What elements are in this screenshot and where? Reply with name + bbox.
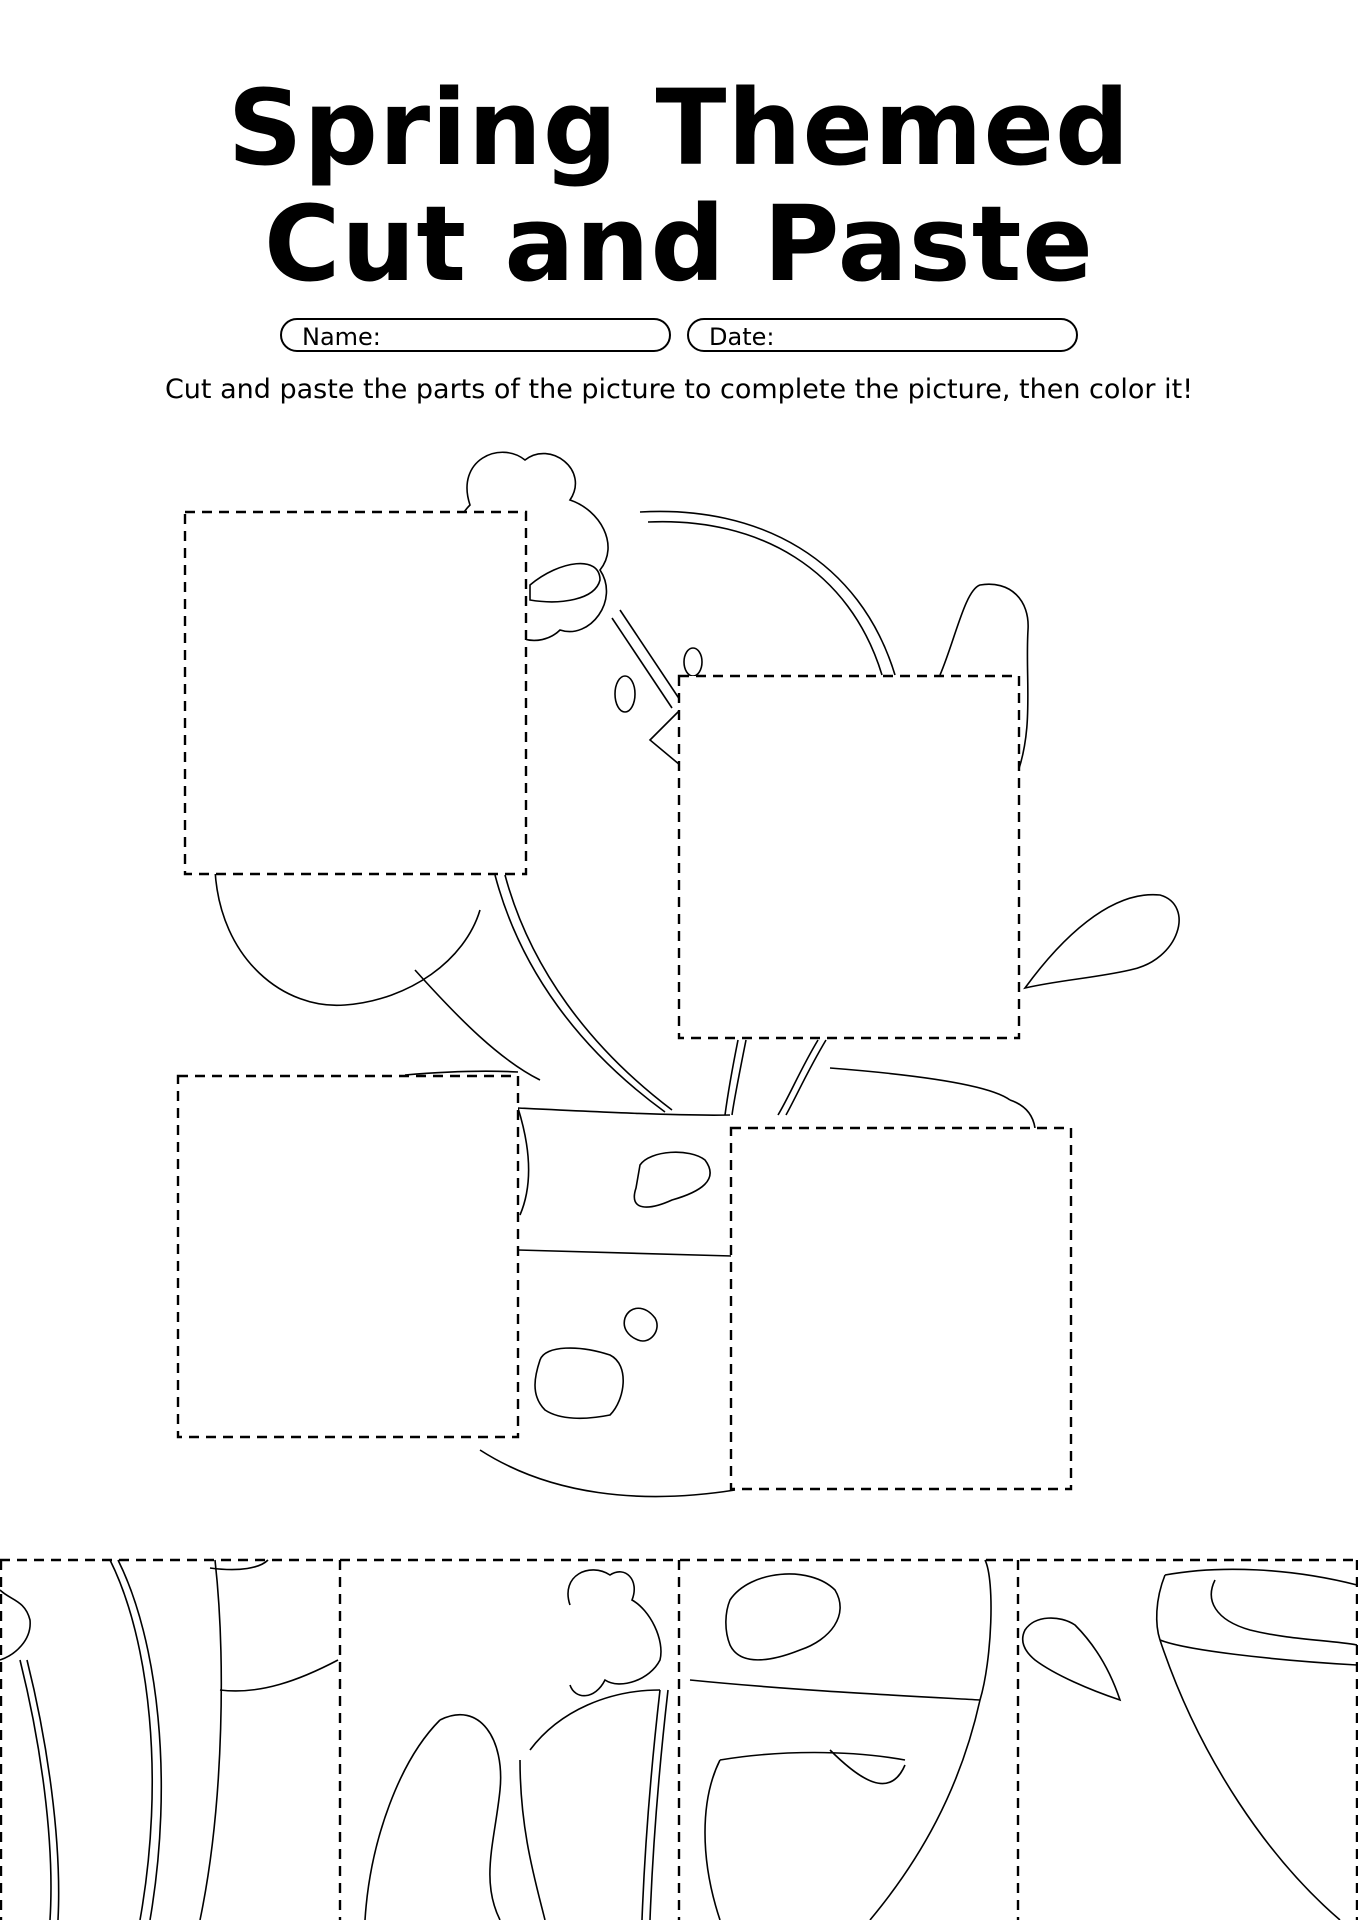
cutout-piece-4[interactable] [1023, 1569, 1357, 1920]
can-eye-left [615, 676, 635, 712]
paste-box-4[interactable] [731, 1128, 1071, 1489]
can-eye-right [684, 648, 702, 676]
cutout-piece-3[interactable] [690, 1560, 991, 1920]
pot-spot-1 [634, 1152, 710, 1207]
cutout-piece-1[interactable] [0, 1560, 338, 1920]
date-label: Date: [709, 323, 775, 351]
cutout-strip [0, 1560, 1358, 1920]
pot-spot-3 [535, 1348, 623, 1418]
worksheet-title-line-2: Cut and Paste [264, 183, 1094, 305]
name-label: Name: [302, 323, 381, 351]
paste-box-1[interactable] [185, 512, 526, 874]
worksheet-title-line-1: Spring Themed [227, 67, 1131, 189]
water-drop [1025, 895, 1179, 988]
paste-box-3[interactable] [178, 1076, 518, 1437]
pot-spot-2 [624, 1308, 657, 1341]
cutout-piece-2[interactable] [365, 1570, 668, 1920]
instructions-text: Cut and paste the parts of the picture to complete the picture, then color it! [164, 374, 1194, 405]
paste-box-2[interactable] [679, 676, 1019, 1038]
